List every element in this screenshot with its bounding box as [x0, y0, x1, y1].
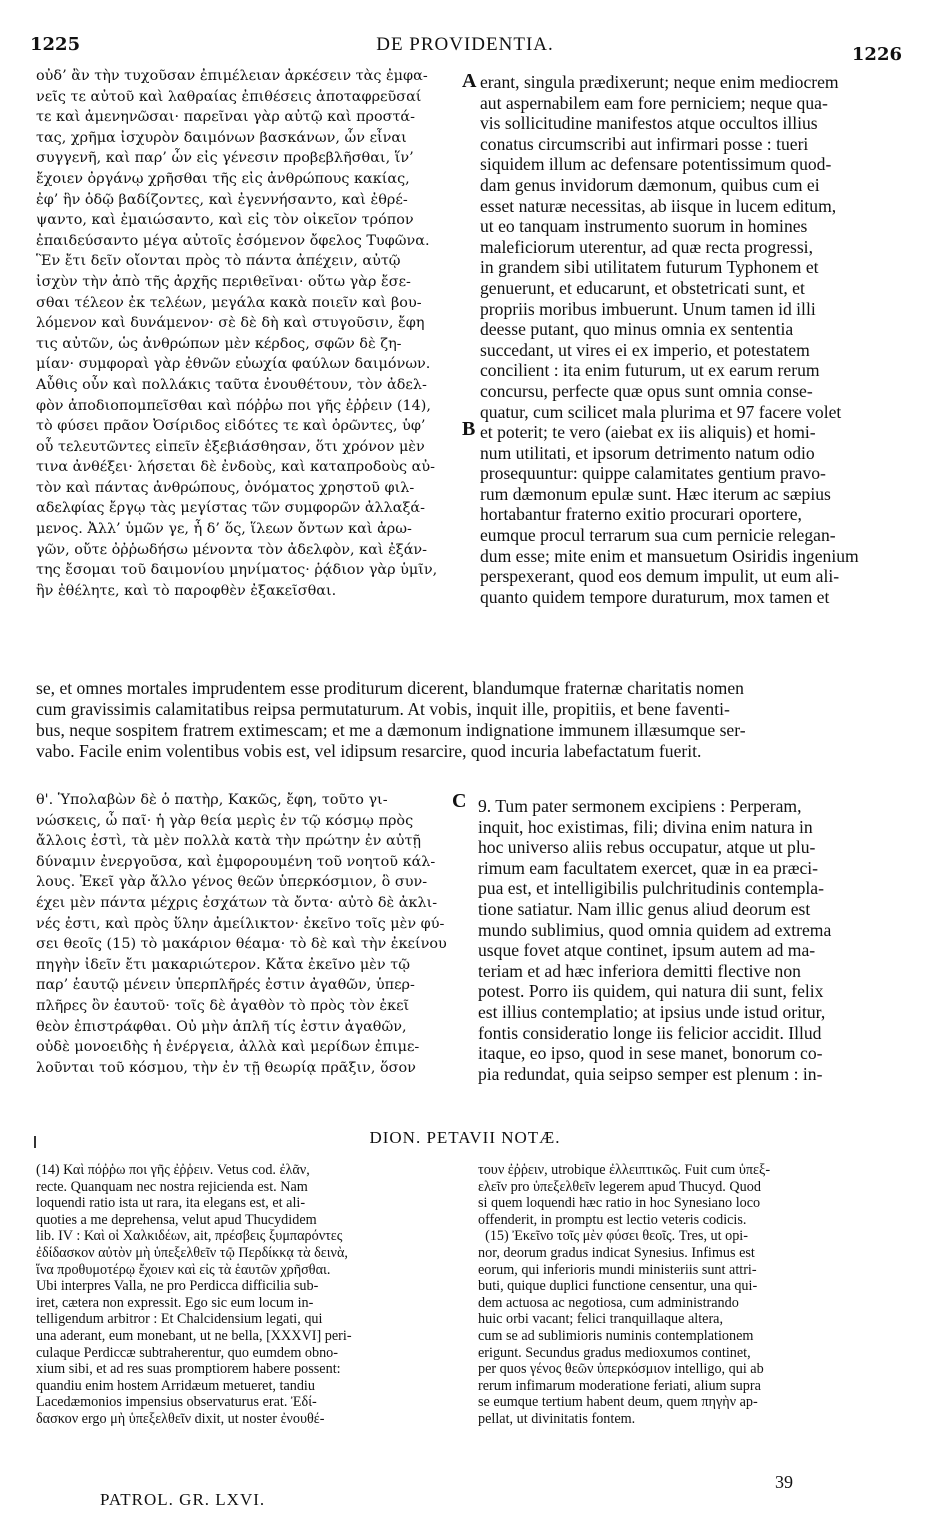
latin-text-line: bus, neque sospitem fratrem extimescam; et me a dæmonum indignatione immunem illæsumque ser-: [36, 720, 746, 740]
greek-text-line: τας, χρῆμα ἰσχυρὸν δαιμόνων βασκάνων, ὧν εἶναι: [36, 129, 407, 146]
greek-text-line: παρ’ ἑαυτῷ μένειν ὑπερπλῆρές ἐστιν ἀγαθῶν, ὑπερ-: [36, 977, 415, 994]
latin-text-line: et poterit; te vero (aiebat ex iis aliquis) et homi-: [480, 422, 816, 443]
greek-text-line: δύναμιν ἐνεργοῦσα, καὶ ἐμφορουμένη τοῦ νοητοῦ κάλ-: [36, 853, 436, 870]
greek-text-line: τις αὐτῶν, ὡς ἀνθρώπων μὲν κέρδος, σφῶν δὲ ζη-: [36, 335, 402, 352]
greek-text-line: ἐφ’ ἣν ὁδῷ βαδίζοντες, καὶ ἐγεννήσαντο, καὶ ἐθρέ-: [36, 191, 408, 208]
greek-text-line: τὸν καὶ πάντας ἀνθρώπους, ὀνόματος χρηστοῦ φιλ-: [36, 479, 415, 496]
latin-text-line: maleficiorum uterentur, ad quæ recta progressi,: [480, 236, 813, 257]
greek-text-line: τινα ἀνθέξει· λήσεται δὲ ἐνδοὺς, καὶ καταπροδοὺς αὐ-: [36, 459, 435, 476]
margin-letter-c: C: [452, 790, 467, 812]
note-line: recte. Quanquam nec nostra rejicienda est. Nam: [36, 1178, 308, 1195]
greek-text-line: Αὖθις οὖν καὶ πολλάκις ταῦτα ἐνουθέτουν, τὸν ἀδελ-: [36, 376, 427, 393]
latin-text-line: rimum eam facultatem exercet, quæ in ea præci-: [478, 857, 819, 878]
latin-text-line: concursu, perfecte quæ opus sunt omnia conse-: [480, 380, 813, 401]
latin-text-line: vis sollicitudine manifestos atque occultos illius: [480, 113, 818, 134]
note-line: una aderant, eum monebant, ut ne bella, [XXXVI] peri-: [36, 1327, 352, 1344]
latin-text-line: quatur, cum scilicet mala plurima et 97 facere volet: [480, 401, 842, 422]
latin-text-line: teriam et ad hæc inferiora demitti flective non: [478, 960, 801, 981]
latin-text-line: concilient : ita enim futurum, ut ex earum rerum: [480, 360, 820, 381]
note-line: nor, deorum gradus indicat Synesius. Infimus est: [478, 1244, 755, 1261]
note-line: quoties a me deprehensa, velut apud Thucydidem: [36, 1211, 317, 1228]
greek-text-line: λοῦνται τοῦ κόσμου, τὴν ἐν τῇ θεωρίᾳ πρᾶξιν, ὅσον: [36, 1059, 416, 1076]
greek-text-line: αδελφίας ἔργῳ τὰς μεγίστας τῶν συμφορῶν ἀλλαξά-: [36, 500, 426, 517]
latin-text-line: pia redundat, quia seipso semper est plenum : in-: [478, 1063, 823, 1084]
greek-text-line: νώσκεις, ὦ παῖ· ἡ γὰρ θεία μερὶς ἐν τῷ κόσμῳ πρὸς: [36, 812, 414, 829]
note-line: si quem loquendi hæc ratio in hoc Synesiano loco: [478, 1195, 761, 1212]
greek-text-line: νές ἐστι, καὶ πρὸς ὕλην ἀμείλικτον· ἐκεῖνο τοῖς μὲν φύ-: [36, 915, 445, 932]
latin-text-line: prosequuntur: quippe calamitates gentium pravo-: [480, 463, 826, 484]
latin-text-line: aut aspernabilem eam fore perniciem; neque qua-: [480, 92, 828, 113]
latin-text-line: usque fovet atque continet, ipsum autem ad ma-: [478, 940, 816, 961]
greek-text-line: λόμενον καὶ δυνάμενον· σὲ δὲ δὴ καὶ στυγοῦσιν, ἔφη: [36, 315, 425, 332]
greek-text-line: νεῖς τε αὐτοῦ καὶ λαθραίας ἐπιθέσεις ἀποταφρεῦσαί: [36, 88, 422, 105]
latin-text-line: num utilitati, et ipsorum detrimento natum odio: [480, 442, 815, 463]
greek-text-line: σθαι τέλεον ἐκ τελέων, μεγάλα κακὰ ποιεῖν καὶ βου-: [36, 294, 422, 311]
latin-text-line: 9. Tum pater sermonem excipiens : Perperam,: [478, 796, 802, 816]
greek-text-line: πηγὴν ἰδεῖν ἔτι μακαριώτερον. Κἄτα ἐκεῖνο μὲν τῷ: [36, 956, 410, 973]
note-line: telligendum arbitror : Et Chalcidensium legati, qui: [36, 1311, 323, 1328]
greek-text-line: οὐδὲ μονοειδὴς ἡ ἐνέργεια, ἀλλὰ καὶ μερίδων ἐπιμε-: [36, 1039, 420, 1056]
latin-text-line: fontis consideratio longe iis felicior accidit. Illud: [478, 1022, 822, 1043]
latin-text-line: in grandem sibi utilitatem futurum Typhonem et: [480, 257, 819, 278]
greek-text-line: ἔχοιεν ὀργάνῳ χρῆσθαι τῆς εἰς ἀνθρώπους κακίας,: [36, 170, 410, 187]
latin-text-line: potest. Porro iis quidem, qui natura dii sunt, felix: [478, 981, 824, 1002]
greek-column-upper: [36, 66, 461, 601]
greek-text-line: ἐπαιδεύσαντο μέγα αὐτοῖς ἐσόμενον ὄφελος Τυφῶνα.: [36, 232, 430, 249]
note-line: erigunt. Secundus gradus medioxumos continet,: [478, 1344, 751, 1361]
note-line: rerum infimarum moderatione feriati, alium supra: [478, 1377, 761, 1394]
latin-column-upper: [480, 72, 892, 607]
greek-column-lower: [36, 790, 461, 1078]
latin-text-line: mundo sublimius, quod omnia quidem ad extrema: [478, 919, 832, 940]
greek-text-line: γῶν, οὔτε ὀῤῥωδήσω μένοντα τὸν ἀδελφὸν, καὶ ἐξάν-: [36, 541, 428, 558]
note-line: ἵνα προθυμοτέρῳ ἔχοιεν καὶ εἰς τὰ ἑαυτῶν χρῆσθαι.: [36, 1261, 331, 1278]
greek-text-line: θεὸν ἐπιστράφθαι. Οὐ μὴν ἁπλῆ τίς ἐστιν ἀγαθῶν,: [36, 1018, 407, 1035]
latin-text-line: esset naturæ necessitas, ab iisque in lucem editum,: [480, 195, 837, 216]
greek-text-line: οὗ τελευτῶντες εἰπεῖν ἐξεβιάσθησαν, ὅτι χρόνον μὲν: [36, 438, 425, 455]
note-line: loquendi ratio ista ut rara, ita elegans est, et ali-: [36, 1195, 306, 1212]
notes-title: DION. PETAVII NOTÆ.: [369, 1128, 561, 1147]
latin-text-line: erant, singula prædixerunt; neque enim mediocrem: [480, 72, 839, 92]
note-line: δασκον ergo μὴ ὑπεξελθεῖν dixit, ut noster ἐνουθέ-: [36, 1410, 325, 1427]
note-line: culaque Perdiccæ subtraherentur, quo eumdem obno-: [36, 1344, 339, 1361]
latin-text-line: perspexerant, quod eos demum impulit, ut eum ali-: [480, 566, 840, 587]
note-line: cum se ad sublimioris numinis contemplationem: [478, 1327, 754, 1344]
note-line: buti, quique duplici functione censentur, una qui-: [478, 1278, 758, 1295]
note-line: eorum, qui inferioris mundi ministeriis sunt attri-: [478, 1261, 757, 1278]
greek-text-line: φὸν ἀποδιοπομπεῖσθαι καὶ πόῤῥω ποι γῆς ἐῤῥειν (14),: [36, 397, 431, 414]
greek-text-line: μενος. Ἀλλ’ ὑμῶν γε, ἦ δ’ ὅς, ἵλεων ὄντων καὶ ἀρω-: [36, 521, 412, 538]
note-line: (14) Καὶ πόῤῥω ποι γῆς ἐῤῥειν. Vetus cod. ἐλᾶν,: [36, 1162, 310, 1178]
latin-text-line: rum dæmonum epulæ sunt. Hæc iterum ac sæpius: [480, 483, 831, 504]
latin-text-line: eumque procul terrarum sua cum pernicie relegan-: [480, 525, 836, 546]
greek-text-line: της ἔσομαι τοῦ δαιμονίου μηνίματος· ῥᾴδιον γὰρ ὑμῖν,: [36, 562, 438, 579]
latin-text-line: pua est, et intelligibilis pulchritudinis contempla-: [478, 878, 824, 899]
latin-text-line: vabo. Facile enim volentibus vobis est, vel idipsum resarcire, quod incuria labefactatum fuerit.: [36, 741, 702, 761]
latin-column-lower: [478, 796, 890, 1084]
note-line: ελεῖν pro ὑπεξελθεῖν legerem apud Thucyd. Quod: [478, 1178, 761, 1195]
right-page-number: 1226: [851, 44, 902, 65]
note-line: Ubi interpres Valla, ne pro Perdicca difficilia sub-: [36, 1278, 319, 1295]
latin-text-line: genuerunt, et educarunt, et obstetricati sunt, et: [480, 277, 805, 298]
latin-text-line: dum esse; mite enim et mansuetum Osiridis ingenium: [480, 545, 859, 566]
greek-text-line: συγγενῆ, καὶ παρ’ ὧν εἰς γένεσιν προβεβλῆσθαι, ἵν’: [36, 150, 414, 167]
note-line: se eumque tertium habent deum, quem πηγὴν ap-: [478, 1394, 758, 1411]
greek-text-line: τε καὶ ἀμενηνῶσαι· παρεῖναι γὰρ αὐτῷ καὶ προστά-: [36, 109, 416, 126]
latin-text-line: est illius contemplatio; at ipsius unde istud oritur,: [478, 1001, 826, 1022]
greek-text-line: ἣν ἐθέλητε, καὶ τὸ παροφθὲν ἐξακεῖσθαι.: [36, 582, 337, 599]
greek-text-line: μίαν· συμφοραὶ γὰρ ἐθνῶν εὐωχία φαύλων δαιμόνων.: [36, 356, 431, 373]
latin-text-line: siquidem illum ac defensare potentissimum quod-: [480, 154, 832, 175]
latin-text-line: inquit, hoc existimas, fili; divina enim natura in: [478, 816, 813, 837]
greek-text-line: ψαντο, καὶ ἐμαιώσαντο, καὶ εἰς τὸν οἰκεῖον τρόπον: [36, 212, 414, 229]
note-line: quandiu enim hostem Arridæum metueret, tandiu: [36, 1377, 315, 1394]
latin-text-line: quanto quidem tempore duraturum, mox tamen et: [480, 586, 830, 607]
note-line: offenderit, in promptu est lectio veteris codicis.: [478, 1211, 747, 1228]
margin-letter-b: B: [462, 418, 476, 440]
margin-letter-a: A: [462, 70, 477, 92]
latin-text-line: tione satiatur. Nam illic genus aliud deorum est: [478, 898, 811, 919]
full-width-latin: [36, 678, 896, 762]
note-line: huic orbi vacant; felici tranquillaque altera,: [478, 1311, 724, 1328]
notes-right-column: [478, 1162, 890, 1428]
latin-text-line: dam genus invidorum dæmonum, quibus cum ei: [480, 174, 820, 195]
latin-text-line: succedant, ut vires ei ex imperio, et potestatem: [480, 339, 810, 360]
latin-text-line: ut eo tanquam instrumento suorum in homines: [480, 216, 808, 237]
greek-text-line: έχει μὲν πάντα μέχρις ἐσχάτων τὰ ὄντα· αὐτὸ δὲ ἀκλι-: [36, 894, 438, 911]
latin-text-line: hoc universo aliis rebus occupatur, atque ut plu-: [478, 837, 816, 858]
greek-text-line: Ἓν ἔτι δεῖν οἴονται πρὸς τὸ πάντα ἀπέχειν, αὐτῷ: [36, 253, 401, 270]
note-line: τουν ἐῤῥειν, utrobique ἐλλειπτικῶς. Fuit cum ὑπεξ-: [478, 1162, 771, 1178]
greek-text-line: οὐδ’ ἂν τὴν τυχοῦσαν ἐπιμέλειαν ἀρκέσειν τὰς ἐμφα-: [36, 68, 428, 84]
latin-text-line: deesse putant, quo minus omnia ex sententia: [480, 319, 794, 340]
note-line: per quos γένος θεῶν ὑπερκόσμιον intelligo, qui ab: [478, 1361, 764, 1378]
note-line: xium sibi, et ad res suas promptiorem habere possent:: [36, 1361, 341, 1378]
greek-text-line: ἰσχὺν τὴν ἀπὸ τῆς ἀρχῆς περιθεῖναι· οὕτω γὰρ ἔσε-: [36, 273, 411, 290]
greek-text-line: πλῆρες ὂν ἑαυτοῦ· τοῖς δὲ ἀγαθὸν τὸ πρὸς τὸν ἐκεῖ: [36, 997, 410, 1014]
latin-text-line: hortabantur fraterno exitio procurari oportere,: [480, 504, 802, 525]
note-line: Lacedæmonios impensius observaturus erat. Ἐδί-: [36, 1394, 317, 1411]
running-title: DE PROVIDENTIA.: [376, 34, 554, 55]
notes-left-column: [36, 1162, 461, 1428]
greek-text-line: λους. Ἐκεῖ γὰρ ἄλλο γένος θεῶν ὑπερκόσμιον, ὃ συν-: [36, 874, 428, 891]
latin-text-line: itaque, eo ipso, quod in sese manet, bonorum co-: [478, 1043, 823, 1064]
latin-text-line: cum gravissimis calamitatibus reipsa permutaturum. At vobis, inquit ille, propitiis, et bene faventi-: [36, 699, 730, 719]
note-line: ἐδίδασκον αὐτὸν μὴ ὑπεξελθεῖν τῷ Περδίκκᾳ τὰ δεινὰ,: [36, 1244, 348, 1261]
greek-text-line: σει θεοῖς (15) τὸ μακάριον θέαμα· τὸ δὲ καὶ τὴν ἐκείνου: [36, 936, 447, 953]
left-page-number: 1225: [30, 34, 81, 55]
greek-text-line: τὸ φύσει πρᾶον Ὀσίριδος εἰδότες τε καὶ ὁρῶντες, ὑφ’: [36, 418, 426, 435]
note-line: iret, cætera non expressit. Ego sic eum locum in-: [36, 1294, 314, 1311]
note-line: pellat, ut divinitatis fontem.: [478, 1410, 636, 1427]
greek-text-line: θ'. Ὑπολαβὼν δὲ ὁ πατὴρ, Κακῶς, ἔφη, τοῦτο γι-: [36, 792, 388, 808]
latin-text-line: conatus circumscribi aut infirmari posse : tueri: [480, 133, 809, 154]
note-line: lib. IV : Καὶ οἱ Χαλκιδέων, ait, πρέσβεις ξυμπαρόντες: [36, 1228, 343, 1245]
footer-volume: PATROL. GR. LXVI.: [100, 1490, 266, 1509]
footer-page-number: 39: [775, 1472, 793, 1492]
latin-text-line: propriis moribus imbuerunt. Unum tamen id illi: [480, 298, 816, 319]
note-line: dem actuosa ac negotiosa, cum administrando: [478, 1294, 739, 1311]
latin-text-line: se, et omnes mortales imprudentem esse proditurum dicerent, blandumque fraternæ charitatis nomen: [36, 678, 744, 698]
greek-text-line: ἄλλοις ἐστὶ, τὰ μὲν πολλὰ κατὰ τὴν πρώτην ἐν αὐτῇ: [36, 833, 422, 850]
note-line: (15) Ἐκεῖνο τοῖς μὲν φύσει θεοῖς. Tres, ut opi-: [478, 1228, 748, 1245]
